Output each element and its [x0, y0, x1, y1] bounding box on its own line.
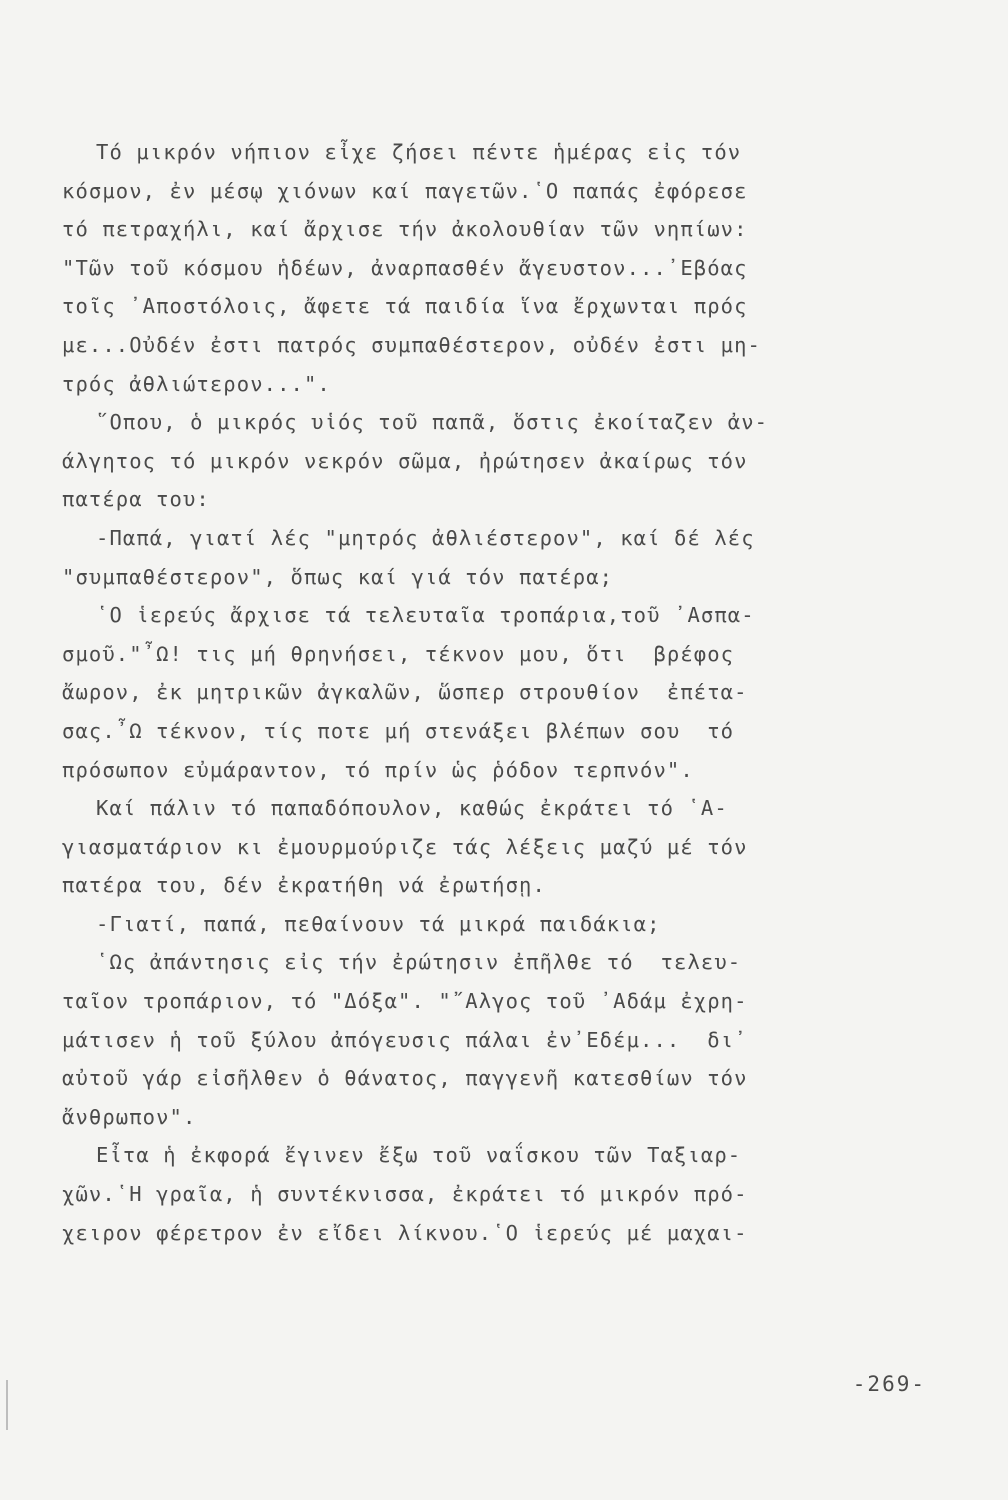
text-line: Εἶτα ἡ ἐκφορά ἔγινεν ἔξω τοῦ ναΐσκου τῶν Ταξιαρ-: [96, 1143, 742, 1168]
text-line: αὐτοῦ γάρ εἰσῆλθεν ὁ θάνατος, παγγενῆ κατεσθίων τόν: [62, 1066, 748, 1091]
text-line: ἄωρον, ἐκ μητρικῶν ἀγκαλῶν, ὥσπερ στρουθίον ἐπέτα-: [62, 680, 748, 705]
page-number: -269-: [852, 1372, 926, 1396]
text-line: σμοῦ."῏Ω! τις μή θρηνήσει, τέκνον μου, ὅτι βρέφος: [62, 641, 735, 666]
text-line: ῾Ο ἱερεύς ἄρχισε τά τελευταῖα τροπάρια,τοῦ ᾽Ασπα-: [96, 603, 755, 628]
text-line: γιασματάριον κι ἐμουρμούριζε τάς λέξεις μαζύ μέ τόν: [62, 834, 748, 859]
text-line: πρόσωπον εὐμάραντον, τό πρίν ὡς ῥόδον τερπνόν".: [62, 757, 694, 782]
text-line: ταῖον τροπάριον, τό "Δόξα". "῎Αλγος τοῦ ᾽Αδάμ ἐχρη-: [62, 989, 748, 1014]
text-line: "συμπαθέστερον", ὅπως καί γιά τόν πατέρα;: [62, 564, 614, 589]
text-line: με...Οὐδέν ἐστι πατρός συμπαθέστερον, οὐδέν ἐστι μη-: [62, 332, 761, 357]
text-line: χειρον φέρετρον ἐν εἴδει λίκνου.῾Ο ἱερεύς μέ μαχαι-: [62, 1220, 748, 1245]
margin-mark: [6, 1380, 8, 1430]
text-line: "Τῶν τοῦ κόσμου ἡδέων, ἀναρπασθέν ἄγευστον...᾽Εβόας: [62, 255, 748, 280]
text-line: κόσμον, ἐν μέσῳ χιόνων καί παγετῶν.῾Ο παπάς ἐφόρεσε: [62, 178, 748, 203]
text-line: άλγητος τό μικρόν νεκρόν σῶμα, ἠρώτησεν ἀκαίρως τόν: [62, 448, 748, 473]
body-text: [62, 133, 932, 1252]
text-line: ἄνθρωπον".: [62, 1104, 197, 1129]
text-line: πατέρα του:: [62, 487, 210, 512]
text-line: ῾Ως ἀπάντησις εἰς τήν ἐρώτησιν ἐπῆλθε τό τελευ-: [96, 950, 742, 975]
text-line: -Γιατί, παπά, πεθαίνουν τά μικρά παιδάκια;: [96, 911, 661, 936]
text-line: χῶν.῾Η γραῖα, ἡ συντέκνισσα, ἐκράτει τό μικρόν πρό-: [62, 1182, 748, 1207]
text-line: τρός ἀθλιώτερον...".: [62, 371, 331, 396]
text-line: τοῖς ᾽Αποστόλοις, ἄφετε τά παιδία ἵνα ἔρχωνται πρός: [62, 294, 748, 319]
text-line: μάτισεν ἡ τοῦ ξύλου ἀπόγευσις πάλαι ἐν᾽Εδέμ... δι᾽: [62, 1027, 748, 1052]
text-line: τό πετραχήλι, καί ἄρχισε τήν ἀκολουθίαν τῶν νηπίων:: [62, 217, 748, 242]
text-line: ῞Οπου, ὁ μικρός υἱός τοῦ παπᾶ, ὅστις ἐκοίταζεν ἀν-: [96, 410, 769, 435]
text-line: Καί πάλιν τό παπαδόπουλον, καθώς ἐκράτει τό ῾Α-: [96, 796, 728, 821]
text-line: πατέρα του, δέν ἐκρατήθη νά ἐρωτήσῃ.: [62, 873, 546, 898]
text-line: -Παπά, γιατί λές "μητρός ἀθλιέστερον", καί δέ λές: [96, 525, 755, 550]
text-line: σας.῏Ω τέκνον, τίς ποτε μή στενάξει βλέπων σου τό: [62, 718, 735, 743]
text-line: Τό μικρόν νήπιον εἶχε ζήσει πέντε ἡμέρας εἰς τόν: [96, 140, 742, 164]
